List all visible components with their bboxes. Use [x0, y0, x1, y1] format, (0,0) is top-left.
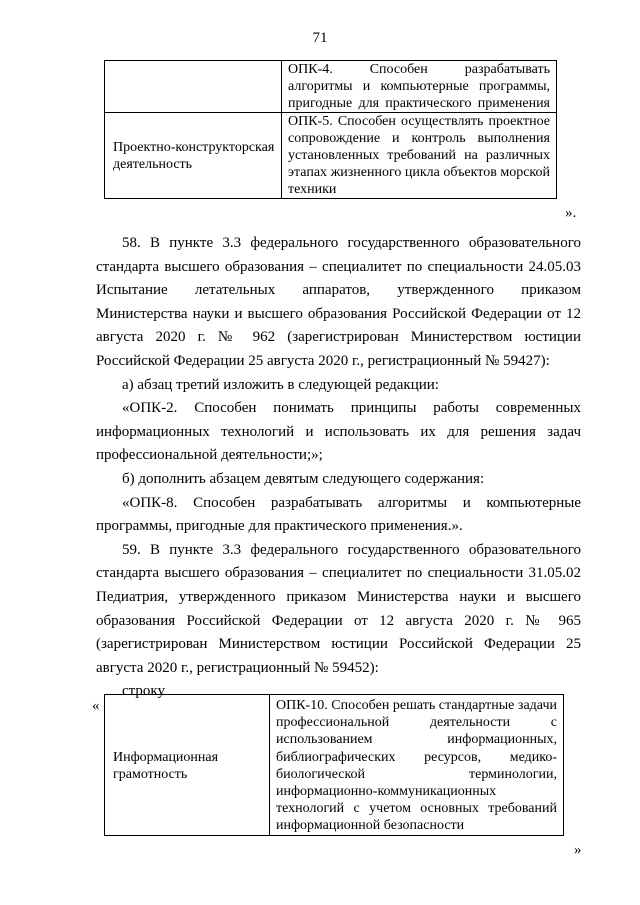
table-cell-competency: ОПК-5. Способен осуществлять проектное сопровождение и контроль выполнения установленных требований на различных этапах жизненного цикла объектов морской техники [282, 113, 557, 199]
table-cell-competency: ОПК-4. Способен разрабатывать алгоритмы и компьютерные программы, пригодные для практического применения [282, 61, 557, 113]
competency-table-1 [104, 60, 557, 199]
paragraph-59-row: строку [122, 683, 165, 700]
competency-table-2 [104, 694, 564, 836]
opening-quote-mark: « [92, 698, 100, 714]
table-row [105, 695, 564, 836]
table-cell-area: Информационная грамотность [105, 695, 270, 836]
table-cell-area: Проектно-конструкторская деятельность [105, 113, 282, 199]
paragraph-58a-text: «ОПК-2. Способен понимать принципы работы современных информационных технологий и использовать их для решения задач профессиональной деятельности;»; [96, 400, 581, 464]
table-cell-area [105, 61, 282, 113]
table-cell-competency: ОПК-10. Способен решать стандартные задачи профессиональной деятельности с использованием информационных, библиографических ресурсов, медико-биологической терминологии, информационно-коммуникационных технологий с учетом основных требований информационной безопасности [270, 695, 564, 836]
page-number: 71 [312, 30, 328, 46]
paragraph-59: 59. В пункте 3.3 федерального государственного образовательного стандарта высшего образования – специалитет по специальности 31.05.02 Педиатрия, утвержденного приказом Министерства науки и высшего образования Российской Федерации от 12 августа 2020 г. № 965 (зарегистрирован Министерством юстиции Российской Федерации 25 августа 2020 г., регистрационный № 59452): [96, 541, 581, 676]
closing-quote-mark: » [574, 842, 582, 858]
table-row [105, 113, 557, 199]
table-row [105, 61, 557, 113]
paragraph-58b-text: «ОПК-8. Способен разрабатывать алгоритмы и компьютерные программы, пригодные для практического применения.». [96, 494, 581, 535]
document-body [96, 232, 581, 704]
paragraph-58: 58. В пункте 3.3 федерального государственного образовательного стандарта высшего образования – специалитет по специальности 24.05.03 Испытание летательных аппаратов, утвержденного приказом Министерства науки и высшего образования Российской Федерации от 12 августа 2020 г. № 962 (зарегистрирован Министерством юстиции Российской Федерации 25 августа 2020 г., регистрационный № 59427): [96, 235, 581, 369]
paragraph-58b: б) дополнить абзацем девятым следующего содержания: [122, 470, 485, 487]
closing-quote-mark: ». [565, 205, 577, 221]
paragraph-58a: а) абзац третий изложить в следующей редакции: [122, 376, 439, 393]
